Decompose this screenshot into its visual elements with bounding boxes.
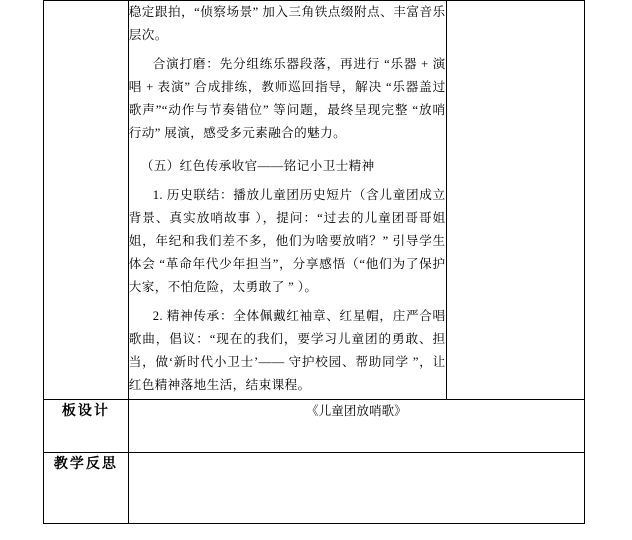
section-five-heading: （五）红色传承收官——铭记小卫士精神 (140, 159, 375, 173)
lesson-plan-table (43, 0, 585, 524)
row-content-teaching-reflection (128, 453, 584, 524)
row-label-board-design: 板设计 (44, 400, 129, 453)
table-row-content (44, 1, 585, 400)
table-row-board-design (44, 400, 585, 453)
paragraph-rehearsal: 合演打磨：先分组练乐器段落，再进行 “乐器 + 演唱 + 表演” 合成排练，教师巡回指导，解决 “乐器盖过歌声”“动作与节奏错位” 等问题，最终呈现完整 “放哨行动” 展演，感受多元素融合的魅力。 (128, 57, 446, 140)
section-five-item-1: 1. 历史联结：播放儿童团历史短片（含儿童团成立背景、真实放哨故事 ），提问：“过去的儿童团哥哥姐姐，年纪和我们差不多，他们为啥要放哨？” 引导学生体会 “革命年代少年担当”，分享感悟（“他们为了保护大家，不怕危险，太勇敢了 ” ）。 (128, 188, 446, 294)
row-content-board-design: 《儿童团放哨歌》 (128, 400, 584, 453)
section-five-item-2: 2. 精神传承：全体佩戴红袖章、红星帽，庄严合唱歌曲，倡议：“现在的我们，要学习儿童团的勇敢、担当，做‘新时代小卫士’—— 守护校园、帮助同学 ”，让红色精神落地生活，结束课程。 (128, 309, 446, 392)
label-cell-empty (44, 1, 129, 400)
table-row-teaching-reflection (44, 453, 585, 524)
row-label-teaching-reflection: 教学反思 (44, 453, 129, 524)
paragraph-continuation: 稳定跟拍，“侦察场景” 加入三角铁点缀附点、丰富音乐层次。 (128, 5, 446, 42)
lesson-body-cell (128, 1, 446, 400)
right-column-cell-empty (446, 1, 584, 400)
